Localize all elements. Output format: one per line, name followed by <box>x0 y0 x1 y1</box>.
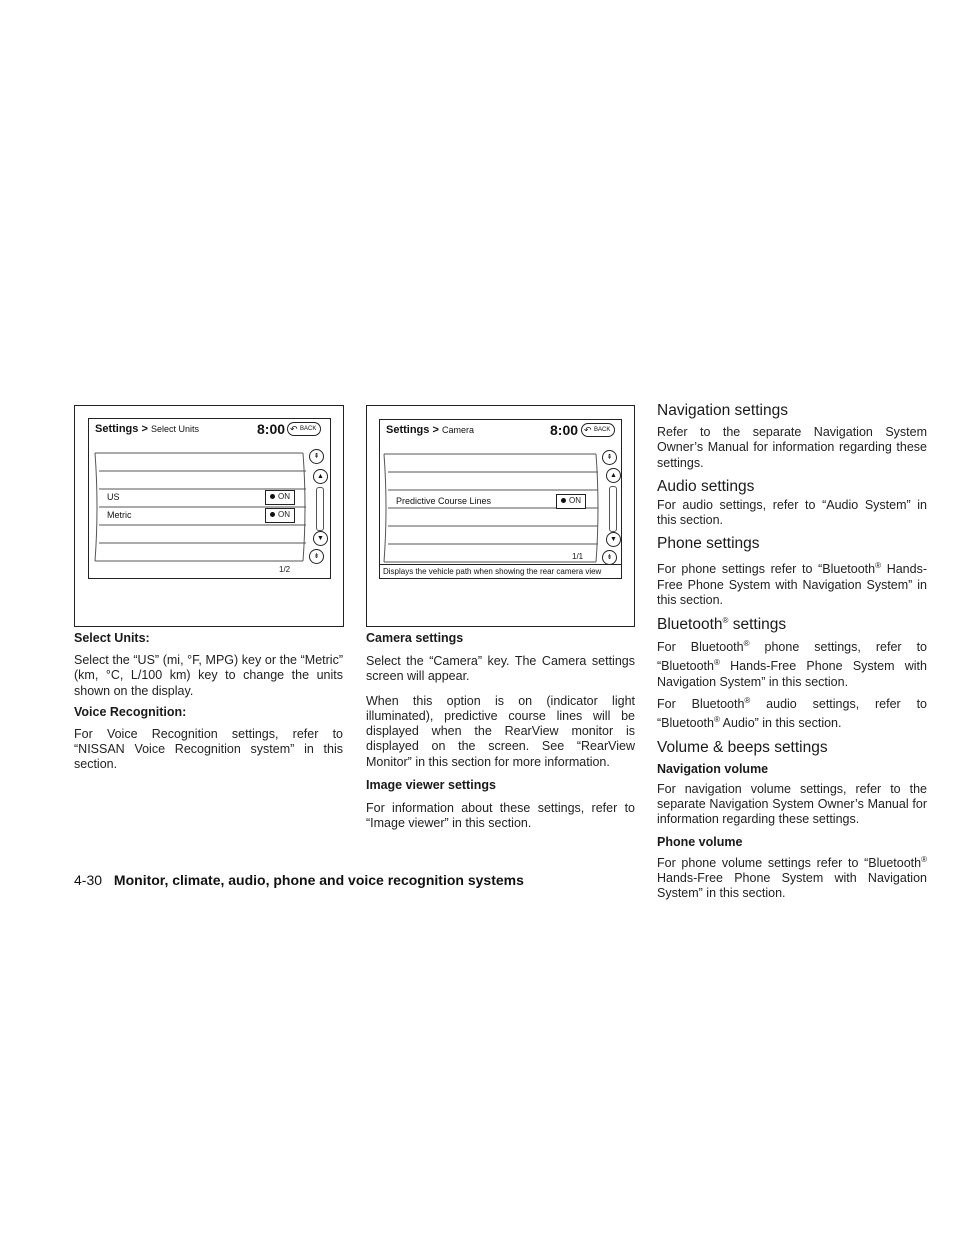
navigation-volume-text: For navigation volume settings, refer to the separate Navigation System Owner’s Manual for information regarding these settings. <box>657 781 927 827</box>
chapter-title: Monitor, climate, audio, phone and voice recognition systems <box>113 872 524 888</box>
on-indicator: ON <box>556 494 586 509</box>
voice-recognition-text: For Voice Recognition settings, refer to “NISSAN Voice Recognition system” in this section. <box>74 726 343 772</box>
phone-settings-text: For phone settings refer to “Bluetooth® Hands-Free Phone System with Navigation System” in this section. <box>657 561 927 608</box>
back-button[interactable]: ↶ BACK <box>581 423 615 437</box>
back-arrow-icon: ↶ <box>584 425 592 435</box>
bluetooth-phone-text: For Bluetooth® phone settings, refer to “Bluetooth® Hands-Free Phone System with Navigation System” in this section. <box>657 638 927 689</box>
phone-volume-heading: Phone volume <box>657 834 743 849</box>
on-indicator: ON <box>265 490 295 505</box>
camera-settings-heading: Camera settings <box>366 631 464 645</box>
voice-recognition-heading: Voice Recognition: <box>74 704 187 719</box>
back-button[interactable]: ↶ BACK <box>287 422 321 436</box>
indicator-dot-icon <box>270 512 275 517</box>
scroll-up-icon[interactable]: ▲ <box>606 468 621 483</box>
scrollbar[interactable] <box>609 486 617 532</box>
image-viewer-heading: Image viewer settings <box>366 778 496 793</box>
scroll-down-icon[interactable]: ▼ <box>606 532 621 547</box>
page-indicator: 1/1 <box>572 552 584 561</box>
navigation-settings-text: Refer to the separate Navigation System Owner’s Manual for information regarding these settings. <box>657 425 927 470</box>
figure-camera <box>366 405 635 627</box>
camera-settings-text-2: When this option is on (indicator light illuminated), predictive course lines will be displayed when the RearView monitor is displayed on the screen. See “RearView Monitor” in this section for more information. <box>366 693 635 769</box>
back-arrow-icon: ↶ <box>290 424 298 434</box>
phone-volume-text: For phone volume settings refer to “Bluetooth® Hands-Free Phone System with Navigation System” in this section. <box>657 854 927 901</box>
column-1 <box>74 631 343 773</box>
screen-subtitle: Camera <box>441 425 474 435</box>
row-label: US <box>107 492 120 502</box>
indicator-dot-icon <box>270 494 275 499</box>
screen-subtitle: Select Units <box>150 424 199 434</box>
camera-settings-text-1: Select the “Camera” key. The Camera settings screen will appear. <box>366 654 635 684</box>
column-2 <box>366 631 635 832</box>
figure-select-units <box>74 405 344 627</box>
scrollbar[interactable] <box>316 487 324 531</box>
screen-help-text: Displays the vehicle path when showing the rear camera view <box>380 564 621 578</box>
indicator-dot-icon <box>561 498 566 503</box>
scroll-up-icon[interactable]: ▲ <box>313 469 328 484</box>
row-label: Predictive Course Lines <box>396 496 492 506</box>
page-indicator: 1/2 <box>279 565 291 574</box>
screen-select-units <box>88 418 331 579</box>
screen-title: Settings > Camera <box>386 424 474 436</box>
row-label: Metric <box>107 510 132 520</box>
page-footer <box>74 872 524 888</box>
screen-camera <box>379 419 622 579</box>
audio-settings-text: For audio settings, refer to “Audio System” in this section. <box>657 497 927 528</box>
image-viewer-text: For information about these settings, refer to “Image viewer” in this section. <box>366 801 635 831</box>
scroll-bottom-icon[interactable]: ⇟ <box>602 550 617 565</box>
audio-settings-heading: Audio settings <box>657 477 755 495</box>
select-units-text: Select the “US” (mi, °F, MPG) key or the “Metric” (km, °C, L/100 km) key to change the units shown on the display. <box>74 653 343 698</box>
list-item[interactable] <box>101 507 297 525</box>
screen-title: Settings > Select Units <box>95 423 199 435</box>
scroll-top-icon[interactable]: ⇞ <box>309 449 324 464</box>
scroll-down-icon[interactable]: ▼ <box>313 531 328 546</box>
clock-time: 8:00 <box>257 421 286 437</box>
phone-settings-heading: Phone settings <box>657 535 760 553</box>
scroll-top-icon[interactable]: ⇞ <box>602 450 617 465</box>
navigation-settings-heading: Navigation settings <box>657 402 788 419</box>
bluetooth-settings-heading: Bluetooth® settings <box>657 615 787 633</box>
volume-beeps-heading: Volume & beeps settings <box>657 738 828 756</box>
bluetooth-audio-text: For Bluetooth® audio settings, refer to “Bluetooth® Audio” in this section. <box>657 695 927 731</box>
scroll-bottom-icon[interactable]: ⇟ <box>309 549 324 564</box>
page-number: 4-30 <box>74 872 103 888</box>
on-indicator: ON <box>265 508 295 523</box>
select-units-heading: Select Units: <box>74 631 150 645</box>
column-3 <box>657 402 927 902</box>
list-item[interactable] <box>390 493 592 511</box>
clock-time: 8:00 <box>550 422 579 438</box>
list-item[interactable] <box>101 489 297 507</box>
navigation-volume-heading: Navigation volume <box>657 761 769 776</box>
